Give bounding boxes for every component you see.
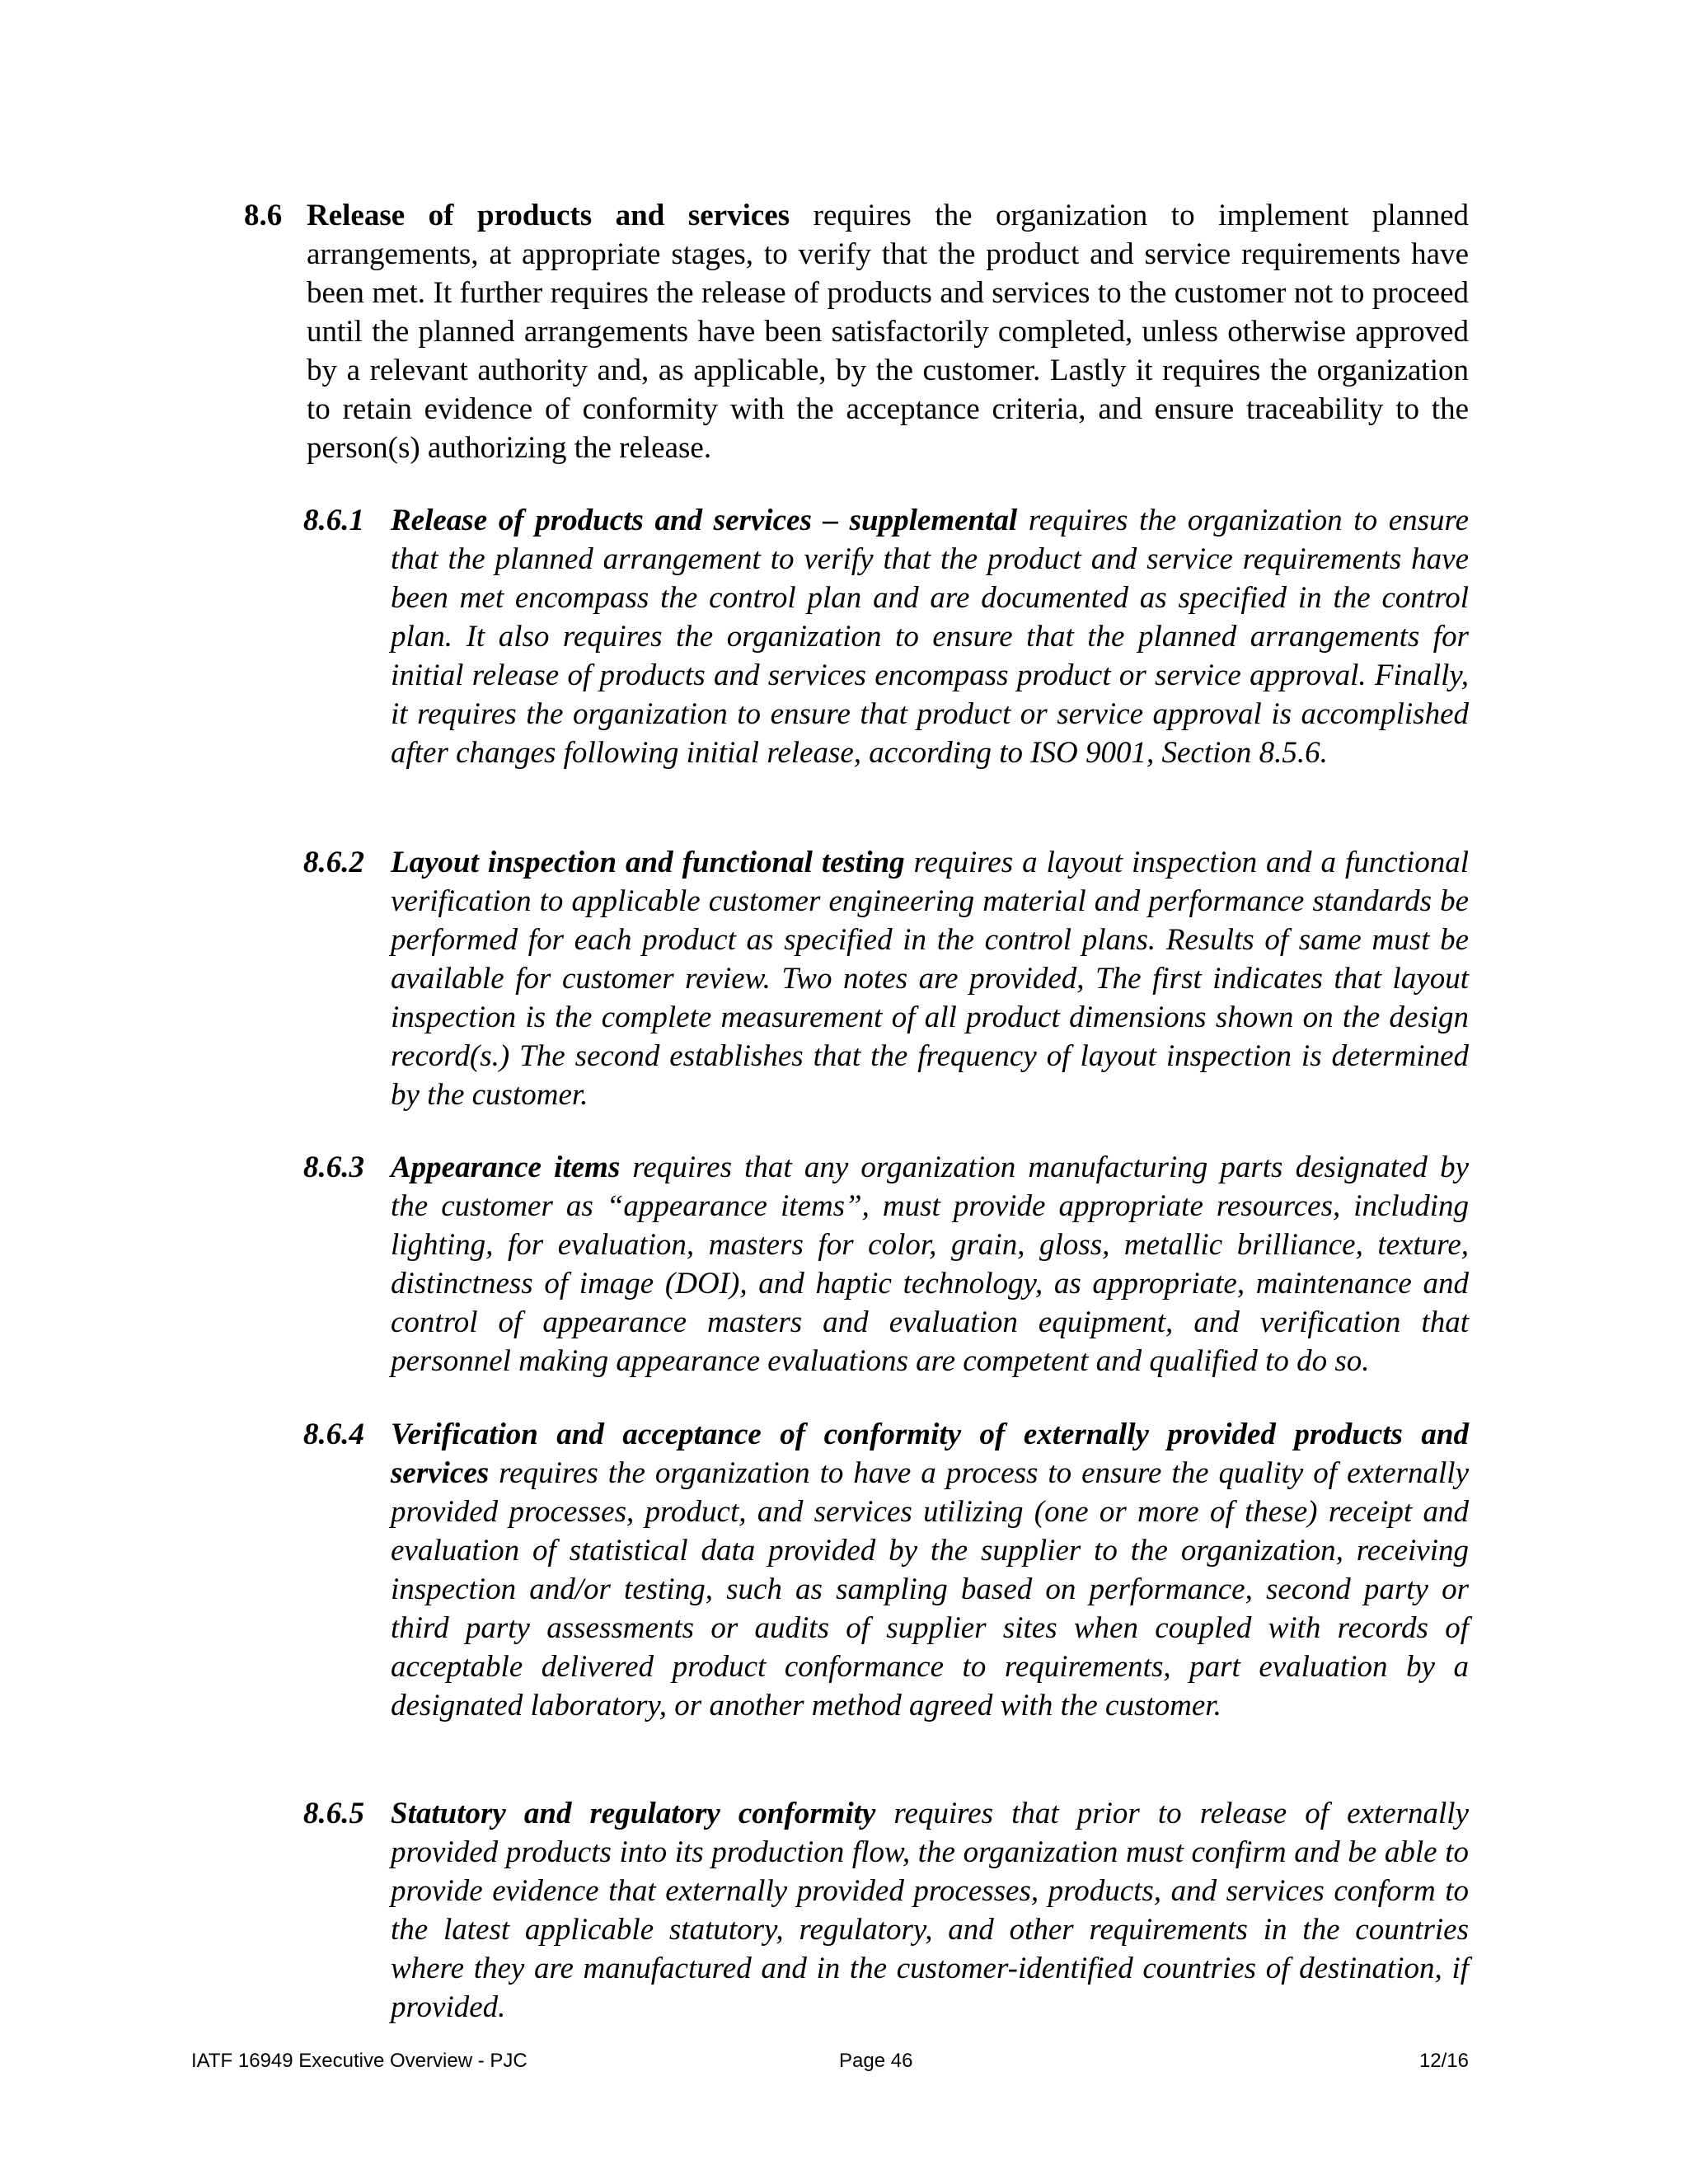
subsection-paragraph: [391, 1794, 1469, 2027]
subsection-title: Layout inspection and functional testing: [391, 846, 905, 879]
subsection-paragraph: [391, 1415, 1469, 1725]
subsection-title: Release of products and services – supplemental: [391, 504, 1018, 537]
subsection-number: 8.6.4: [303, 1418, 364, 1451]
subsection-title: Verification and acceptance of conformity of externally provided products and services: [391, 1418, 1469, 1490]
section-title: Release of products and services: [307, 199, 790, 232]
subsection-number: 8.6.5: [303, 1797, 364, 1830]
subsection-body: requires that prior to release of externally provided products into its production flow, the organization must confirm and be able to provide evidence that externally provided processes, products, and services conform to the latest applicable statutory, regulatory, and other requirements in the countries where they are manufactured and in the customer-identified countries of destination, if provided.: [391, 1797, 1470, 2024]
subsection-paragraph: [391, 501, 1469, 772]
subsection-8-6-5: [303, 1794, 1469, 2027]
section-8-6: [244, 196, 1469, 467]
footer-date: 12/16: [1418, 2050, 1469, 2072]
section-body: requires the organization to implement planned arrangements, at appropriate stages, to verify that the product and service requirements have been met. It further requires the release of products and services to the customer not to proceed until the planned arrangements have been satisfactorily completed, unless otherwise approved by a relevant authority and, as applicable, by the customer. Lastly it requires the organization to retain evidence of conformity with the acceptance criteria, and ensure traceability to the person(s) authorizing the release.: [307, 199, 1469, 465]
subsection-body: requires that any organization manufacturing parts designated by the customer as “appearance items”, must provide appropriate resources, including lighting, for evaluation, masters for color, grain, gloss, metallic brilliance, texture, distinctness of image (DOI), and haptic technology, as appropriate, maintenance and control of appearance masters and evaluation equipment, and verification that personnel making appearance evaluations are competent and qualified to do so.: [391, 1151, 1469, 1378]
subsection-8-6-1: [303, 501, 1469, 772]
page-footer: [191, 2049, 1469, 2082]
subsection-paragraph: [391, 843, 1469, 1114]
section-number: 8.6: [244, 199, 283, 232]
footer-page-number: Page 46: [839, 2050, 913, 2072]
section-paragraph: [307, 196, 1469, 467]
subsection-number: 8.6.2: [303, 846, 364, 879]
subsection-number: 8.6.1: [303, 504, 364, 537]
subsection-title: Statutory and regulatory conformity: [391, 1797, 876, 1830]
subsection-number: 8.6.3: [303, 1151, 364, 1184]
subsection-body: requires a layout inspection and a functional verification to applicable customer engineering material and performance standards be performed for each product as specified in the control plans. Results of same must be available for customer review. Two notes are provided, The first indicates that layout inspection is the complete measurement of all product dimensions shown on the design record(s.) The second establishes that the frequency of layout inspection is determined by the customer.: [391, 846, 1469, 1112]
subsection-title: Appearance items: [391, 1151, 621, 1184]
subsection-8-6-2: [303, 843, 1469, 1114]
subsection-8-6-4: [303, 1415, 1469, 1725]
subsection-paragraph: [391, 1148, 1469, 1380]
subsection-body: requires the organization to ensure that the planned arrangement to verify that the product and service requirements have been met encompass the control plan and are documented as specified in the control plan. It also requires the organization to ensure that the planned arrangements for initial release of products and services encompass product or service approval. Finally, it requires the organization to ensure that product or service approval is accomplished after changes following initial release, according to ISO 9001, Section 8.5.6.: [391, 504, 1469, 770]
footer-document-title: IATF 16949 Executive Overview - PJC: [191, 2050, 528, 2072]
subsection-body: requires the organization to have a process to ensure the quality of externally provided processes, product, and services utilizing (one or more of these) receipt and evaluation of statistical data provided by the supplier to the organization, receiving inspection and/or testing, such as sampling based on performance, second party or third party assessments or audits of supplier sites when coupled with records of acceptable delivered product conformance to requirements, part evaluation by a designated laboratory, or another method agreed with the customer.: [391, 1456, 1469, 1722]
subsection-8-6-3: [303, 1148, 1469, 1380]
